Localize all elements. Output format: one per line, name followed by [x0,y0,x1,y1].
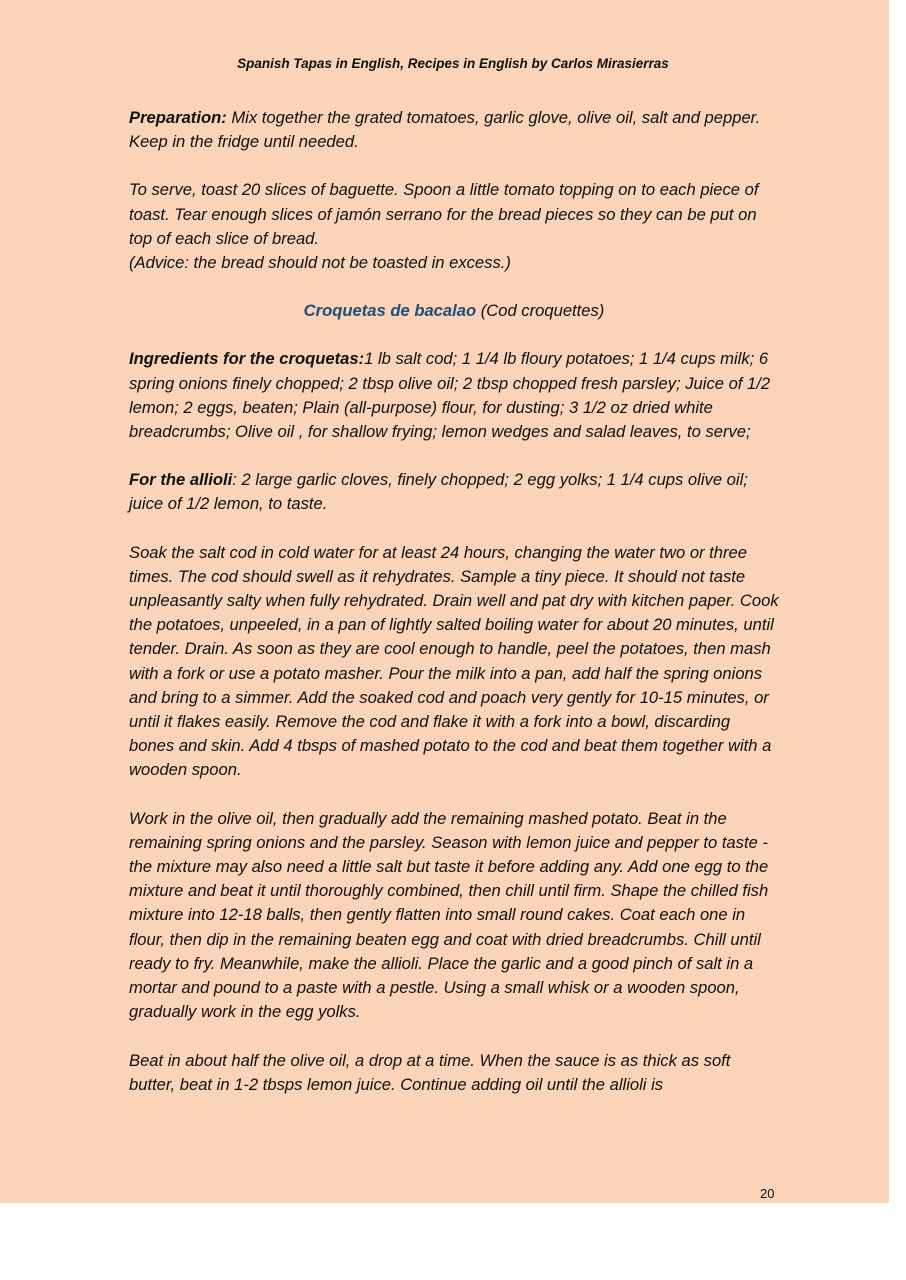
advice-note: (Advice: the bread should not be toasted in excess.) [129,253,511,273]
method-paragraph-2: Work in the olive oil, then gradually add the remaining mashed potato. Beat in the remaining spring onions and the parsley. Season with lemon juice and pepper to taste - the mixture may also need a little salt but taste it before adding any. Add one egg to the mixture and beat it until thoroughly combined, then chill until firm. Shape the chilled fish mixture into 12-18 balls, then gently flatten into small round cakes. Coat each one in flour, then dip in the remaining beaten egg and coat with dried breadcrumbs. Chill until ready to fry. Meanwhile, make the allioli. Place the garlic and a good pinch of salt in a mortar and pound to a paste with a pestle. Using a small whisk or a wooden spoon, gradually work in the egg yolks. [129,808,769,1022]
method-paragraph-3: Beat in about half the olive oil, a drop at a time. When the sauce is as thick as soft butter, beat in 1-2 tbsps lemon juice. Continue adding oil until the allioli is [129,1050,731,1094]
ingredients-label: Ingredients for the croquetas: [129,349,365,369]
serve-paragraph: To serve, toast 20 slices of baguette. Spoon a little tomato topping on to each piece of toast. Tear enough slices of jamón serrano for the bread pieces so they can be put on top of each slice of bread. [129,180,759,248]
recipe-name: Croquetas de bacalao [303,301,477,321]
recipe-title [129,299,779,323]
recipe-translation: (Cod croquettes) [476,301,605,321]
ingredients-text: 1 lb salt cod; 1 1/4 lb floury potatoes; 1 1/4 cups milk; 6 spring onions finely chopped; 2 tbsp olive oil; 2 tbsp chopped fresh parsley; Juice of 1/2 lemon; 2 eggs, beaten; Plain (all-purpose) flour, for dusting; 3 1/2 oz dried white breadcrumbs; Olive oil , for shallow frying; lemon wedges and salad leaves, to serve; [129,349,771,442]
preparation-text: Mix together the grated tomatoes, garlic glove, olive oil, salt and pepper. Keep in the fridge until needed. [129,108,761,152]
page-content [129,106,779,1121]
page-number: 20 [760,1186,775,1201]
running-header: Spanish Tapas in English, Recipes in English by Carlos Mirasierras [237,56,669,71]
method-paragraph-1: Soak the salt cod in cold water for at least 24 hours, changing the water two or three times. The cod should swell as it rehydrates. Sample a tiny piece. It should not taste unpleasantly salty when fully rehydrated. Drain well and pat dry with kitchen paper. Cook the potatoes, unpeeled, in a pan of lightly salted boiling water for about 20 minutes, until tender. Drain. As soon as they are cool enough to handle, peel the potatoes, then mash with a fork or use a potato masher. Pour the milk into a pan, add half the spring onions and bring to a simmer. Add the soaked cod and poach very gently for 10-15 minutes, or until it flakes easily. Remove the cod and flake it with a fork into a bowl, discarding bones and skin. Add 4 tbsps of mashed potato to the cod and beat them together with a wooden spoon. [129,542,779,780]
allioli-paragraph [129,468,779,516]
allioli-text: : 2 large garlic cloves, finely chopped; 2 egg yolks; 1 1/4 cups olive oil; juice of 1/2 lemon, to taste. [129,470,748,514]
allioli-label: For the allioli [129,470,233,490]
preparation-label: Preparation: [129,108,227,127]
preparation-paragraph [129,106,779,154]
ingredients-paragraph [129,347,779,444]
